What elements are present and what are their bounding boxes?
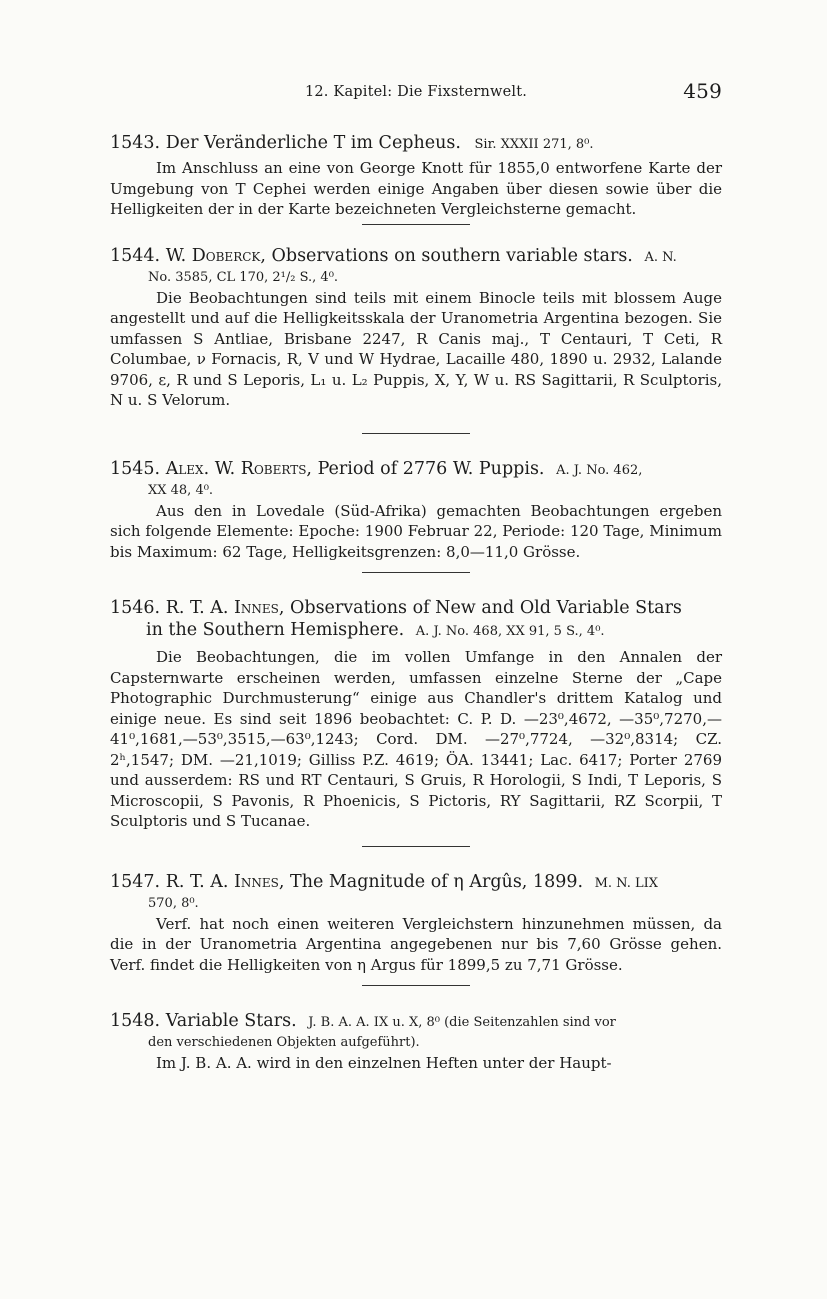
running-header [110, 79, 722, 114]
entry-body: Im Anschluss an eine von George Knott für 1855,0 entworfene Karte der Umgebung von T Cephei werden einige Angaben über diesen sowie über die Helligkeiten der in der Karte bezeichneten Vergleichsterne gemacht. [110, 159, 722, 218]
entry-author: R. T. A. Innes, [165, 871, 285, 892]
page-number: 459 [683, 79, 722, 103]
entry-number: 1543. [110, 133, 161, 153]
entry-title-continuation: in the Southern Hemisphere. [146, 620, 405, 640]
entry-body: Die Beobachtungen, die im vollen Umfange in den Annalen der Capsternwarte erscheinen werden, umfassen einzelne Sterne der „Cape Photographic Durchmusterung“ einige aus Chandler's drittem Katalog und einige neue. Es sind seit 1896 beobachtet: C. P. D. —23⁰,4672, —35⁰,7270,—41⁰,1681,—53⁰,3515,—63⁰,1243; Cord. DM. —27⁰,7724, —32⁰,8314; CZ. 2ʰ,1547; DM. —21,1019; Gilliss P.Z. 4619; ÖA. 13441; Lac. 6417; Porter 2769 und ausserdem: RS und RT Centauri, S Gruis, R Horologii, S Indi, T Leporis, S Microscopii, S Pavonis, R Phoenicis, S Pictoris, RY Sagittarii, RZ Scorpii, T Sculptoris und S Tucanae. [110, 648, 722, 830]
entry-source: A. J. No. 462, [556, 462, 643, 478]
entry-heading [110, 245, 722, 269]
entry-1547 [110, 871, 722, 976]
entry-1543 [110, 132, 722, 220]
entry-title: Observations of New and Old Variable Stars [290, 598, 682, 618]
entry-source-continuation: No. 3585, CL 170, 2¹/₂ S., 4⁰. [148, 269, 339, 285]
separator-rule [362, 846, 470, 847]
entry-1544 [110, 245, 722, 411]
entry-source: A. J. No. 468, XX 91, 5 S., 4⁰. [415, 624, 605, 639]
entry-body: Im J. B. A. A. wird in den einzelnen Heften unter der Haupt- [156, 1054, 612, 1072]
entry-number: 1548. [110, 1011, 161, 1031]
entry-source-continuation: den verschiedenen Objekten aufgeführt). [148, 1035, 420, 1050]
entry-number: 1545. [110, 458, 161, 479]
entry-number: 1544. [110, 245, 161, 266]
separator-rule [362, 572, 470, 573]
entry-source: J. B. A. A. IX u. X, 8⁰ (die Seitenzahlen sind vor [308, 1015, 616, 1030]
separator-rule [362, 433, 470, 434]
page [110, 79, 722, 1074]
separator-rule [362, 224, 470, 225]
entry-source: Sir. XXXII 271, 8⁰. [474, 137, 594, 152]
entry-heading [110, 458, 722, 482]
entry-heading [110, 132, 722, 156]
entry-heading [110, 1010, 722, 1034]
entry-1546 [110, 597, 722, 832]
entry-title: Observations on southern variable stars. [271, 245, 633, 266]
entry-source: M. N. LIX [594, 875, 659, 891]
entry-title: The Magnitude of η Argûs, 1899. [290, 871, 584, 892]
entry-1545 [110, 458, 722, 563]
entry-heading-continuation [110, 619, 722, 643]
entry-author: W. Doberck, [165, 245, 266, 266]
entry-title: Der Veränderliche T im Cepheus. [165, 133, 461, 153]
entry-author: Alex. W. Roberts, [165, 458, 312, 479]
entry-source: A. N. [644, 249, 677, 265]
entry-number: 1547. [110, 871, 161, 892]
entry-number: 1546. [110, 598, 161, 618]
entry-author: R. T. A. Innes, [165, 598, 285, 618]
entry-body: Aus den in Lovedale (Süd-Afrika) gemachten Beobachtungen ergeben sich folgende Elemente: Epoche: 1900 Februar 22, Periode: 120 Tage, Minimum bis Maximum: 62 Tage, Helligkeitsgrenzen: 8,0—11,0 Grösse. [110, 501, 722, 561]
entry-1548 [110, 1010, 722, 1074]
entry-title: Period of 2776 W. Puppis. [317, 458, 545, 479]
entry-title: Variable Stars. [165, 1011, 297, 1031]
entry-source-continuation: 570, 8⁰. [148, 895, 199, 911]
chapter-title: 12. Kapitel: Die Fixsternwelt. [304, 84, 528, 100]
entry-source-continuation: XX 48, 4⁰. [148, 482, 214, 498]
separator-rule [362, 985, 470, 986]
entry-heading [110, 597, 722, 619]
entry-body: Die Beobachtungen sind teils mit einem Binocle teils mit blossem Auge angestellt und auf die Helligkeitsskala der Uranometria Argentina bezogen. Sie umfassen S Antliae, Brisbane 2247, R Canis maj., T Centauri, T Ceti, R Columbae, ν Fornacis, R, V und W Hydrae, Lacaille 480, 1890 u. 2932, Lalande 9706, ε, R und S Leporis, L₁ u. L₂ Puppis, X, Y, W u. RS Sagittarii, R Sculptoris, N u. S Velorum. [110, 288, 722, 409]
entry-heading [110, 871, 722, 895]
entry-body: Verf. hat noch einen weiteren Vergleichstern hinzunehmen müssen, da die in der Uranometria Argentina angegebenen nur bis 7,60 Grösse gehen. Verf. findet die Helligkeiten von η Argus für 1899,5 zu 7,71 Grösse. [110, 914, 722, 974]
